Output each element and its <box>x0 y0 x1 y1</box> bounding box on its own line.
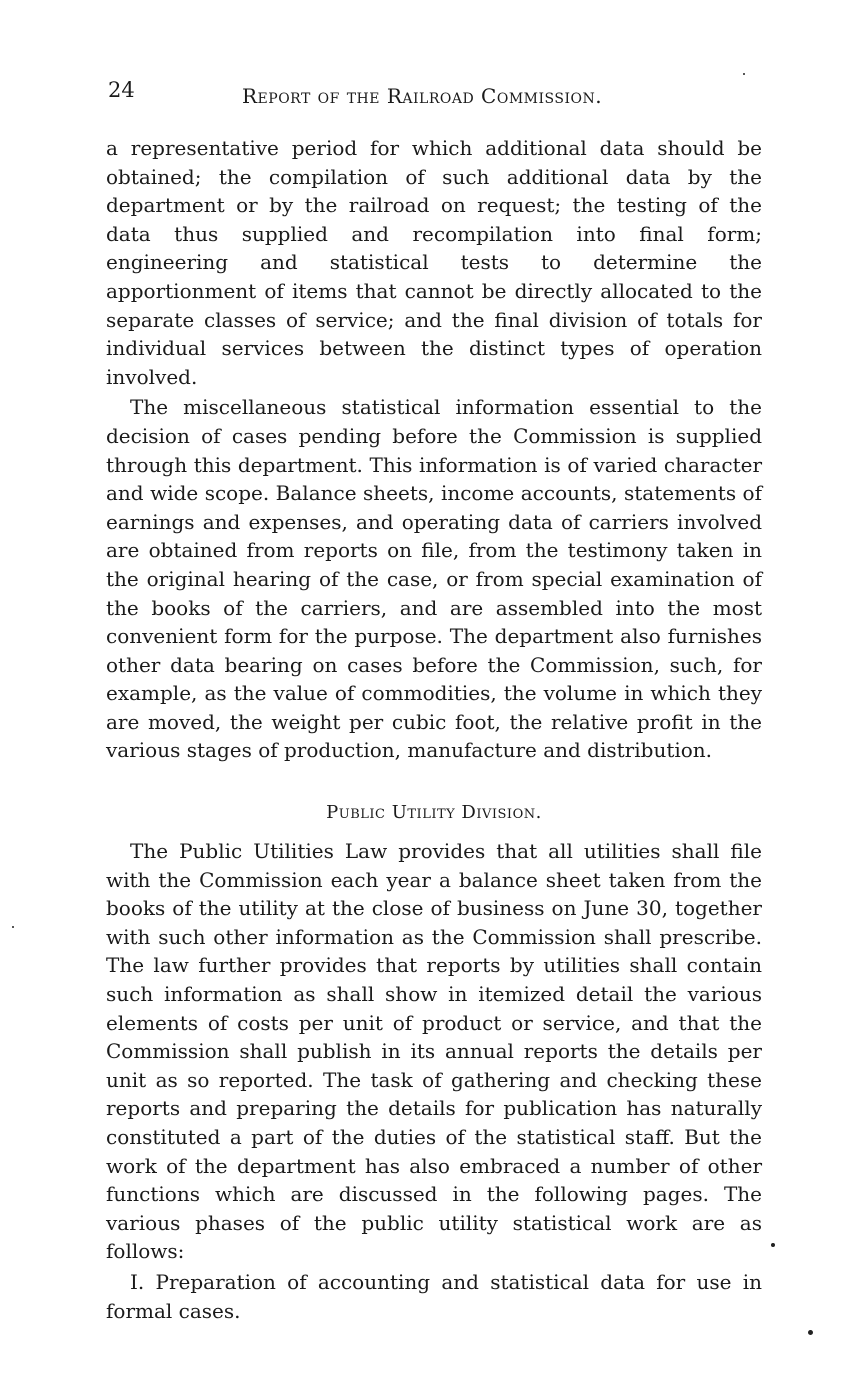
ink-speck <box>12 926 14 928</box>
paragraph-continuation: a representative period for which additional data should be obtained; the compilation of such additional data by the department or by the railroad on request; the testing of the data thus supplied and recompilation into final form; engineering and statistical tests to determine the apportionment of items that cannot be directly allocated to the separate classes of service; and the final division of totals for individual services between the distinct types of operation involved. <box>106 136 762 389</box>
paragraph-public-utilities-law: The Public Utilities Law provides that all utilities shall file with the Commission each year a balance sheet taken from the books of the utility at the close of business on June 30, together with such other information as the Commission shall prescribe. The law further provides that reports by utilities shall contain such information as shall show in itemized detail the various elements of costs per unit of product or service, and that the Commission shall publish in its annual reports the details per unit as so reported. The task of gathering and checking these reports and preparing the details for publication has naturally constituted a part of the duties of the statistical staff. But the work of the department has also embraced a number of other functions which are discussed in the following pages. The various phases of the public utility statistical work are as follows: <box>106 839 762 1264</box>
paragraph-miscellaneous-information: The miscellaneous statistical information essential to the decision of cases pending before the Commission is supplied through this department. This information is of varied character and wide scope. Balance sheets, income accounts, statements of earnings and expenses, and operating data of carriers involved are obtained from reports on file, from the testimony taken in the original hearing of the case, or from special examination of the books of the carriers, and are assembled into the most convenient form for the purpose. The department also furnishes other data bearing on cases before the Commission, such, for example, as the value of commodities, the volume in which they are moved, the weight per cubic foot, the relative profit in the various stages of production, manufacture and distribution. <box>106 395 762 763</box>
ink-speck <box>743 73 745 75</box>
ink-speck <box>808 1330 813 1335</box>
ink-speck <box>771 1243 775 1247</box>
paragraph-list-item-1: I. Preparation of accounting and statistical data for use in formal cases. <box>106 1269 762 1323</box>
running-head: Report of the Railroad Commission. <box>242 84 603 108</box>
section-heading: Public Utility Division. <box>326 802 542 824</box>
page-number: 24 <box>108 78 135 102</box>
body-text <box>106 134 762 1325</box>
page-header <box>108 76 763 110</box>
